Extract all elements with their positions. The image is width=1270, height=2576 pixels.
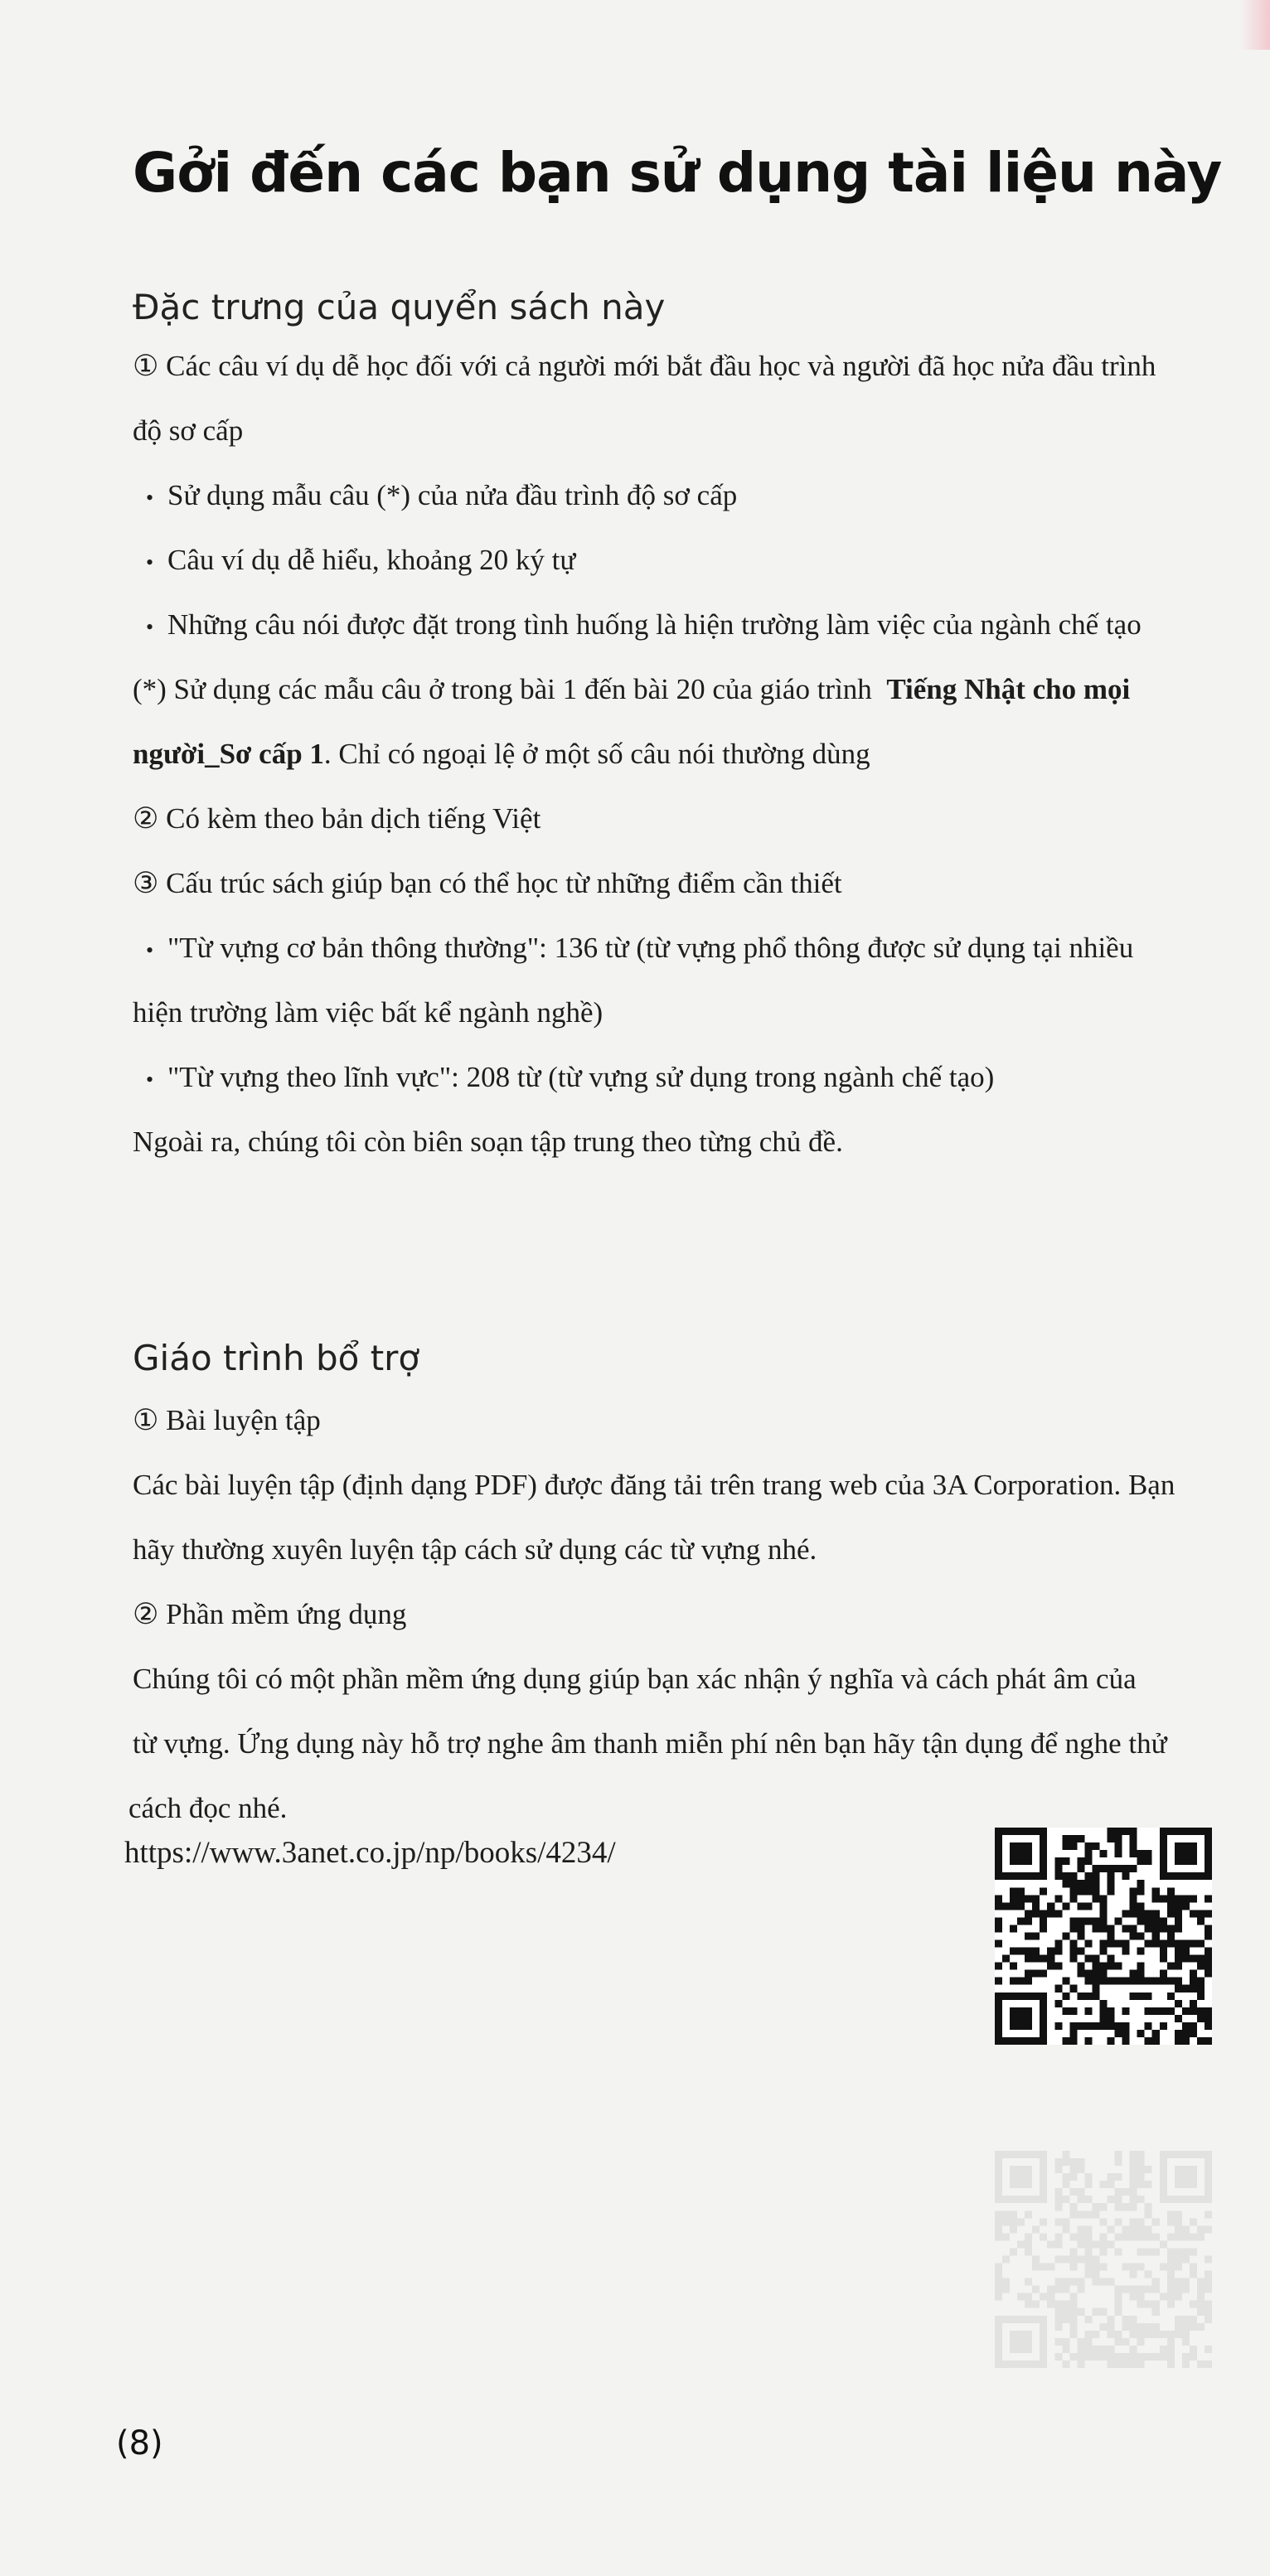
features-heading: Đặc trưng của quyển sách này: [133, 287, 666, 327]
supplementary-line-4: ② Phần mềm ứng dụng: [133, 1598, 407, 1630]
supplementary-line-3: hãy thường xuyên luyện tập cách sử dụng các từ vựng nhé.: [133, 1533, 817, 1566]
feature-bullet-vocab-field-text: "Từ vựng theo lĩnh vực": 208 từ (từ vựng sử dụng trong ngành chế tạo): [167, 1061, 995, 1093]
feature-bullet-vocab-common: [133, 932, 1215, 965]
feature-bullet-text-2: Câu ví dụ dễ hiểu, khoảng 20 ký tự: [167, 544, 576, 576]
feature-bullet-vocab-field: [133, 1061, 1215, 1094]
resource-url[interactable]: https://www.3anet.co.jp/np/books/4234/: [124, 1836, 616, 1870]
textbook-title-part-2: người_Sơ cấp 1: [133, 738, 324, 770]
feature-bullet-text-1: Sử dụng mẫu câu (*) của nửa đầu trình độ sơ cấp: [167, 479, 738, 511]
feature-note-line-1: [133, 673, 1202, 706]
feature-note-exception: . Chỉ có ngoại lệ ở một số câu nói thường dùng: [323, 738, 870, 770]
feature-note-line-2: [133, 738, 1202, 771]
page-number: (8): [116, 2424, 163, 2462]
features-heading-wrap: [133, 287, 1202, 327]
feature-line-vocab-common-cont: hiện trường làm việc bất kể ngành nghề): [133, 996, 603, 1029]
feature-line-1: ① Các câu ví dụ dễ học đối với cả người mới bắt đầu học và người đã học nửa đầu trình: [133, 350, 1156, 382]
feature-line-structure: ③ Cấu trúc sách giúp bạn có thể học từ những điểm cần thiết: [133, 867, 842, 899]
page-edge-mark: [1240, 0, 1270, 50]
feature-line-topics: Ngoài ra, chúng tôi còn biên soạn tập trung theo từng chủ đề.: [133, 1126, 843, 1158]
textbook-title-part-1: Tiếng Nhật cho mọi: [886, 673, 1131, 705]
feature-bullet-3: [133, 608, 1215, 642]
feature-bullet-1: [133, 479, 1215, 512]
feature-bullet-2: [133, 544, 1215, 577]
feature-bullet-text-3: Những câu nói được đặt trong tình huống là hiện trường làm việc của ngành chế tạo: [167, 608, 1142, 641]
feature-note-text: (*) Sử dụng các mẫu câu ở trong bài 1 đến bài 20 của giáo trình: [133, 673, 872, 705]
supplementary-line-6: từ vựng. Ứng dụng này hỗ trợ nghe âm thanh miễn phí nên bạn hãy tận dụng để nghe thử: [133, 1727, 1167, 1760]
page-title: Gởi đến các bạn sử dụng tài liệu này: [133, 141, 1222, 205]
supplementary-line-5: Chúng tôi có một phần mềm ứng dụng giúp bạn xác nhận ý nghĩa và cách phát âm của: [133, 1663, 1137, 1695]
supplementary-heading: Giáo trình bổ trợ: [133, 1338, 420, 1378]
supplementary-line-2: Các bài luyện tập (định dạng PDF) được đăng tải trên trang web của 3A Corporation. Bạn: [133, 1469, 1175, 1501]
bleed-through-qr-icon: [995, 2151, 1212, 2368]
supplementary-line-1: ① Bài luyện tập: [133, 1404, 321, 1436]
supplementary-line-7: cách đọc nhé.: [128, 1792, 288, 1824]
supplementary-heading-wrap: [133, 1338, 1202, 1378]
feature-line-2: độ sơ cấp: [133, 414, 244, 447]
qr-code-icon[interactable]: [995, 1828, 1212, 2045]
feature-bullet-vocab-common-text: "Từ vựng cơ bản thông thường": 136 từ (từ vựng phổ thông được sử dụng tại nhiều: [167, 932, 1134, 964]
feature-line-translation: ② Có kèm theo bản dịch tiếng Việt: [133, 802, 541, 835]
